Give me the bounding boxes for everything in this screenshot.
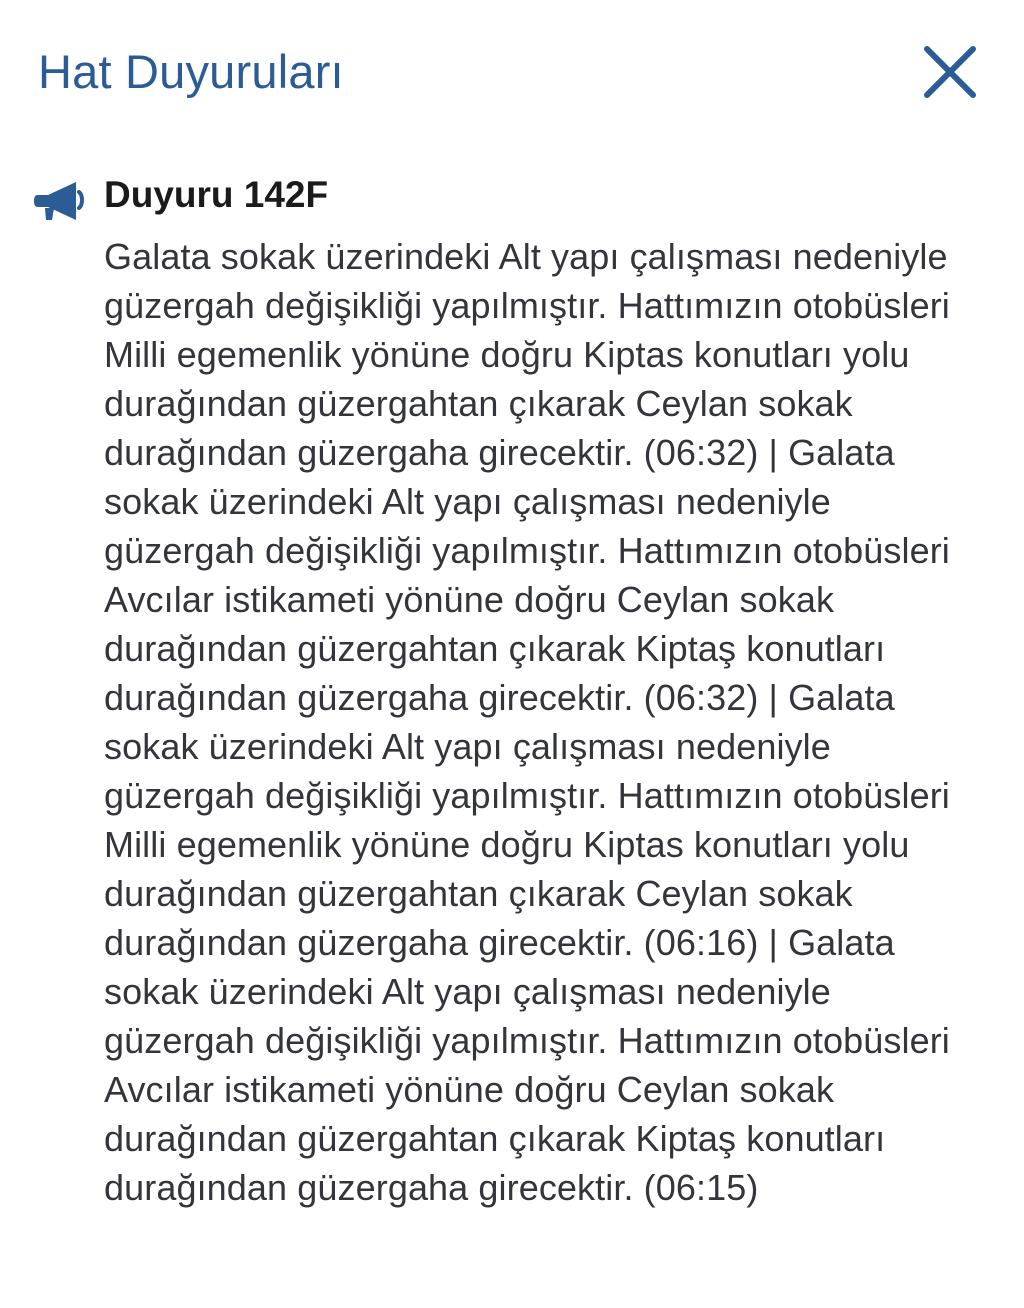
header bbox=[0, 0, 1024, 120]
announcement-body: Galata sokak üzerindeki Alt yapı çalışması nedeniyle güzergah değişikliği yapılmıştır. Hattımızın otobüsleri Milli egemenlik yönüne doğru Kiptas konutları yolu durağından güzergahtan çıkarak Ceylan sokak durağından güzergaha girecektir. (06:32) | Galata sokak üzerindeki Alt yapı çalışması nedeniyle güzergah değişikliği yapılmıştır. Hattımızın otobüsleri Avcılar istikameti yönüne doğru Ceylan sokak durağından güzergahtan çıkarak Kiptaş konutları durağından güzergaha girecektir. (06:32) | Galata sokak üzerindeki Alt yapı çalışması nedeniyle güzergah değişikliği yapılmıştır. Hattımızın otobüsleri Milli egemenlik yönüne doğru Kiptas konutları yolu durağından güzergahtan çıkarak Ceylan sokak durağından güzergaha girecektir. (06:16) | Galata sokak üzerindeki Alt yapı çalışması nedeniyle güzergah değişikliği yapılmıştır. Hattımızın otobüsleri Avcılar istikameti yönüne doğru Ceylan sokak durağından güzergahtan çıkarak Kiptaş konutları durağından güzergaha girecektir. (06:15) bbox=[104, 236, 950, 1208]
page-title: Hat Duyuruları bbox=[38, 45, 344, 99]
announcement-header bbox=[30, 168, 994, 224]
megaphone-icon bbox=[30, 176, 86, 224]
close-icon bbox=[919, 41, 981, 103]
list-item[interactable] bbox=[30, 168, 994, 1212]
close-button[interactable] bbox=[914, 36, 986, 108]
announcement-list bbox=[0, 120, 1024, 1212]
announcement-title: Duyuru 142F bbox=[104, 174, 329, 215]
